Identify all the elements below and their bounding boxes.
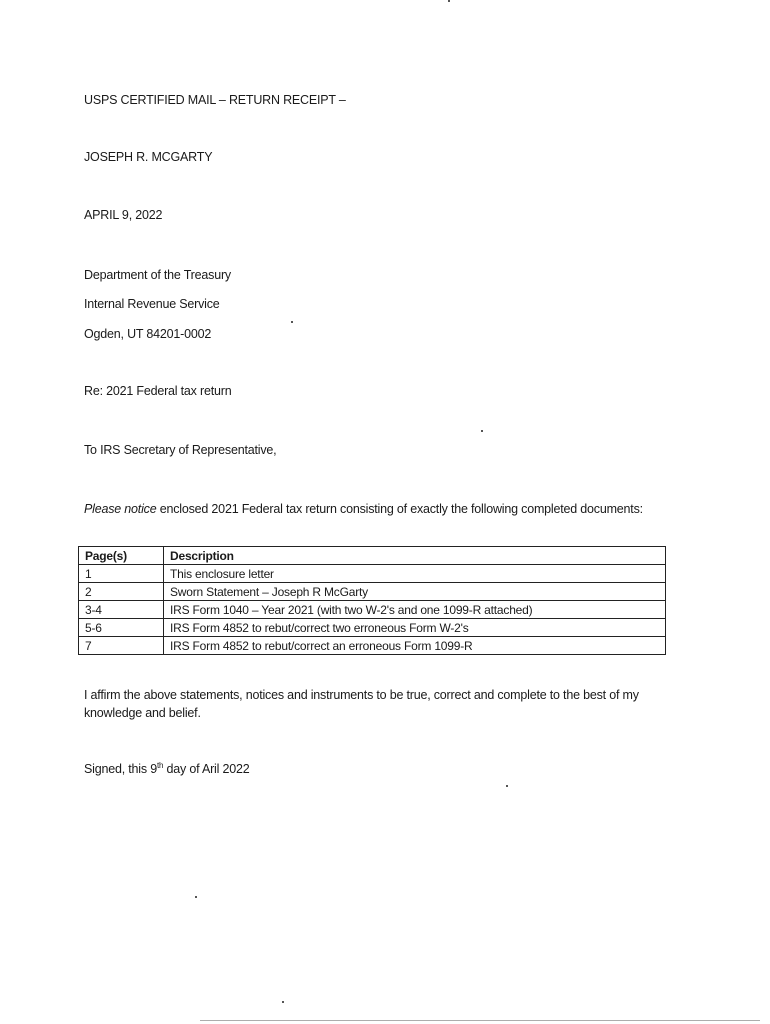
affirmation-paragraph: I affirm the above statements, notices and instruments to be true, correct and complete to the best of my knowledge and belief.	[84, 688, 639, 720]
row-pages: 5-6	[79, 619, 164, 637]
row-pages: 3-4	[79, 601, 164, 619]
row-description: This enclosure letter	[164, 565, 666, 583]
row-description: Sworn Statement – Joseph R McGarty	[164, 583, 666, 601]
row-description: IRS Form 4852 to rebut/correct two erroneous Form W-2's	[164, 619, 666, 637]
scan-artifact-line	[200, 1020, 760, 1021]
table-row	[79, 565, 666, 583]
table-header-row	[79, 547, 666, 565]
row-pages: 1	[79, 565, 164, 583]
header-pages: Page(s)	[79, 547, 164, 565]
salutation: To IRS Secretary of Representative,	[84, 443, 277, 457]
signed-text-after: day of Aril 2022	[163, 762, 250, 776]
row-description: IRS Form 4852 to rebut/correct an erroneous Form 1099-R	[164, 637, 666, 655]
recipient-line-2: Internal Revenue Service	[84, 297, 220, 311]
scan-speck	[481, 430, 483, 432]
recipient-line-3: Ogden, UT 84201-0002	[84, 327, 212, 341]
intro-text: enclosed 2021 Federal tax return consisting of exactly the following completed documents:	[156, 502, 643, 516]
row-description: IRS Form 1040 – Year 2021 (with two W-2's and one 1099-R attached)	[164, 601, 666, 619]
table-row	[79, 637, 666, 655]
scan-speck	[506, 785, 508, 787]
certified-mail-header: USPS CERTIFIED MAIL – RETURN RECEIPT –	[84, 93, 346, 107]
signed-text-before: Signed, this 9	[84, 762, 157, 776]
letter-date: APRIL 9, 2022	[84, 208, 163, 222]
header-description: Description	[164, 547, 666, 565]
intro-italic-text: Please notice	[84, 502, 157, 516]
row-pages: 7	[79, 637, 164, 655]
signature-line	[84, 762, 249, 776]
documents-table	[78, 546, 666, 655]
scan-speck	[291, 321, 293, 323]
row-pages: 2	[79, 583, 164, 601]
scan-speck	[448, 0, 450, 2]
ordinal-suffix: th	[156, 760, 164, 770]
table-row	[79, 601, 666, 619]
subject-line: Re: 2021 Federal tax return	[84, 384, 232, 398]
intro-paragraph	[84, 501, 644, 518]
scan-speck	[282, 1001, 284, 1003]
table-row	[79, 583, 666, 601]
recipient-line-1: Department of the Treasury	[84, 268, 231, 282]
table-row	[79, 619, 666, 637]
scan-speck	[195, 896, 197, 898]
sender-name: JOSEPH R. MCGARTY	[84, 150, 213, 164]
